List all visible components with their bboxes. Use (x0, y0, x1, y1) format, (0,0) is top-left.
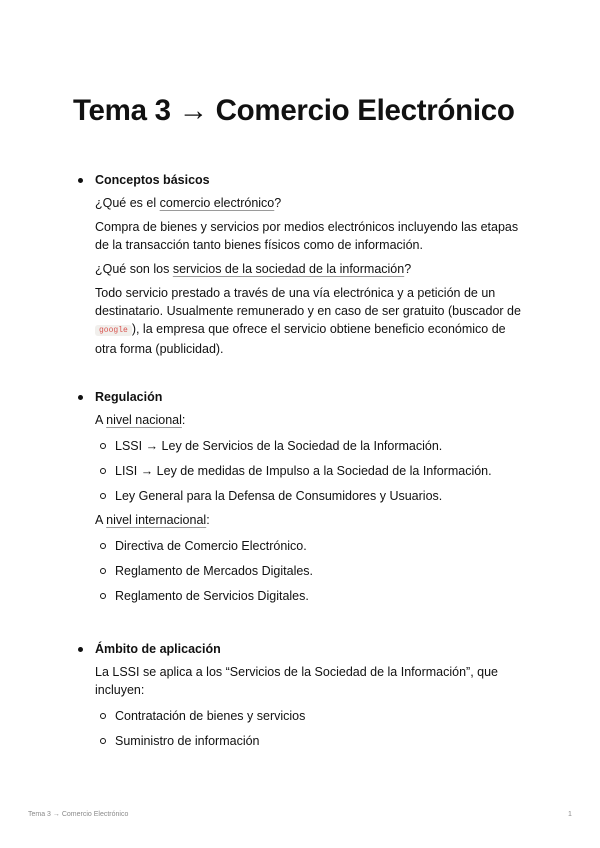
circle-bullet-icon (100, 568, 106, 574)
question-prefix: ¿Qué es el (95, 196, 160, 210)
internacional-list (95, 533, 528, 608)
list-item (95, 533, 528, 558)
section-regulacion (78, 388, 528, 608)
question-suffix: ? (404, 262, 412, 276)
list-item (95, 703, 528, 728)
circle-bullet-icon (100, 468, 106, 474)
section-header (78, 171, 528, 189)
section-body (78, 663, 528, 753)
comercio-electronico-link[interactable]: comercio electrónico (159, 196, 275, 210)
nivel-nacional-paragraph (95, 411, 528, 429)
list-item-text: Reglamento de Mercados Digitales. (115, 563, 314, 578)
text-prefix: A (95, 513, 107, 527)
nivel-internacional-paragraph (95, 511, 528, 529)
list-item (95, 483, 528, 508)
circle-bullet-icon (100, 713, 106, 719)
text-prefix: A (95, 413, 107, 427)
list-item-text: Reglamento de Servicios Digitales. (115, 588, 309, 603)
question-prefix: ¿Qué son los (95, 262, 173, 276)
section-title: Ámbito de aplicación (95, 642, 221, 656)
list-item-text: LSSI → Ley de Servicios de la Sociedad de la Información. (115, 438, 443, 453)
nivel-nacional-link[interactable]: nivel nacional (106, 413, 182, 427)
question-paragraph (95, 194, 528, 212)
answer-text: Todo servicio prestado a través de una vía electrónica y a petición de un destinatario. Usualmente remunerado y en caso de ser gratuito (buscador de (95, 286, 521, 318)
circle-bullet-icon (100, 738, 106, 744)
ambito-paragraph: La LSSI se aplica a los “Servicios de la Sociedad de la Información”, que incluyen: (95, 665, 499, 697)
section-conceptos-basicos (78, 171, 528, 358)
section-ambito-aplicacion (78, 640, 528, 753)
list-item (95, 458, 528, 483)
section-header (78, 388, 528, 406)
list-item-text: LISI → Ley de medidas de Impulso a la Sociedad de la Información. (115, 463, 492, 478)
question-paragraph (95, 260, 528, 278)
text-suffix: : (181, 413, 186, 427)
list-item-text: Suministro de información (115, 733, 260, 748)
circle-bullet-icon (100, 443, 106, 449)
list-item-text: Contratación de bienes y servicios (115, 708, 306, 723)
bullet-icon (78, 395, 83, 400)
footer-title: Tema 3 → Comercio Electrónico (28, 811, 129, 818)
list-item-text: Directiva de Comercio Electrónico. (115, 538, 307, 553)
list-item-text: Ley General para la Defensa de Consumidores y Usuarios. (115, 488, 443, 503)
list-item (95, 728, 528, 753)
list-item (95, 558, 528, 583)
answer-paragraph (95, 284, 528, 358)
section-body (78, 411, 528, 608)
circle-bullet-icon (100, 593, 106, 599)
section-title: Conceptos básicos (95, 173, 210, 187)
nacional-list (95, 433, 528, 508)
page-title: Tema 3 → Comercio Electrónico (73, 93, 515, 127)
list-item (95, 583, 528, 608)
bullet-icon (78, 647, 83, 652)
servicios-sociedad-informacion-link[interactable]: servicios de la sociedad de la información (172, 262, 405, 276)
answer-paragraph: Compra de bienes y servicios por medios electrónicos incluyendo las etapas de la transacción tanto bienes físicos como de información. (95, 220, 519, 252)
question-suffix: ? (274, 196, 282, 210)
nivel-internacional-link[interactable]: nivel internacional (106, 513, 207, 527)
list-item (95, 433, 528, 458)
page-number: 1 (568, 811, 572, 818)
bullet-icon (78, 178, 83, 183)
circle-bullet-icon (100, 493, 106, 499)
section-header (78, 640, 528, 658)
answer-text: ), la empresa que ofrece el servicio obtiene beneficio económico de otra forma (publicidad). (95, 322, 506, 356)
ambito-list (95, 703, 528, 753)
section-body (78, 194, 528, 358)
text-suffix: : (206, 513, 210, 527)
circle-bullet-icon (100, 543, 106, 549)
inline-code: google (95, 325, 132, 336)
section-title: Regulación (95, 390, 163, 404)
